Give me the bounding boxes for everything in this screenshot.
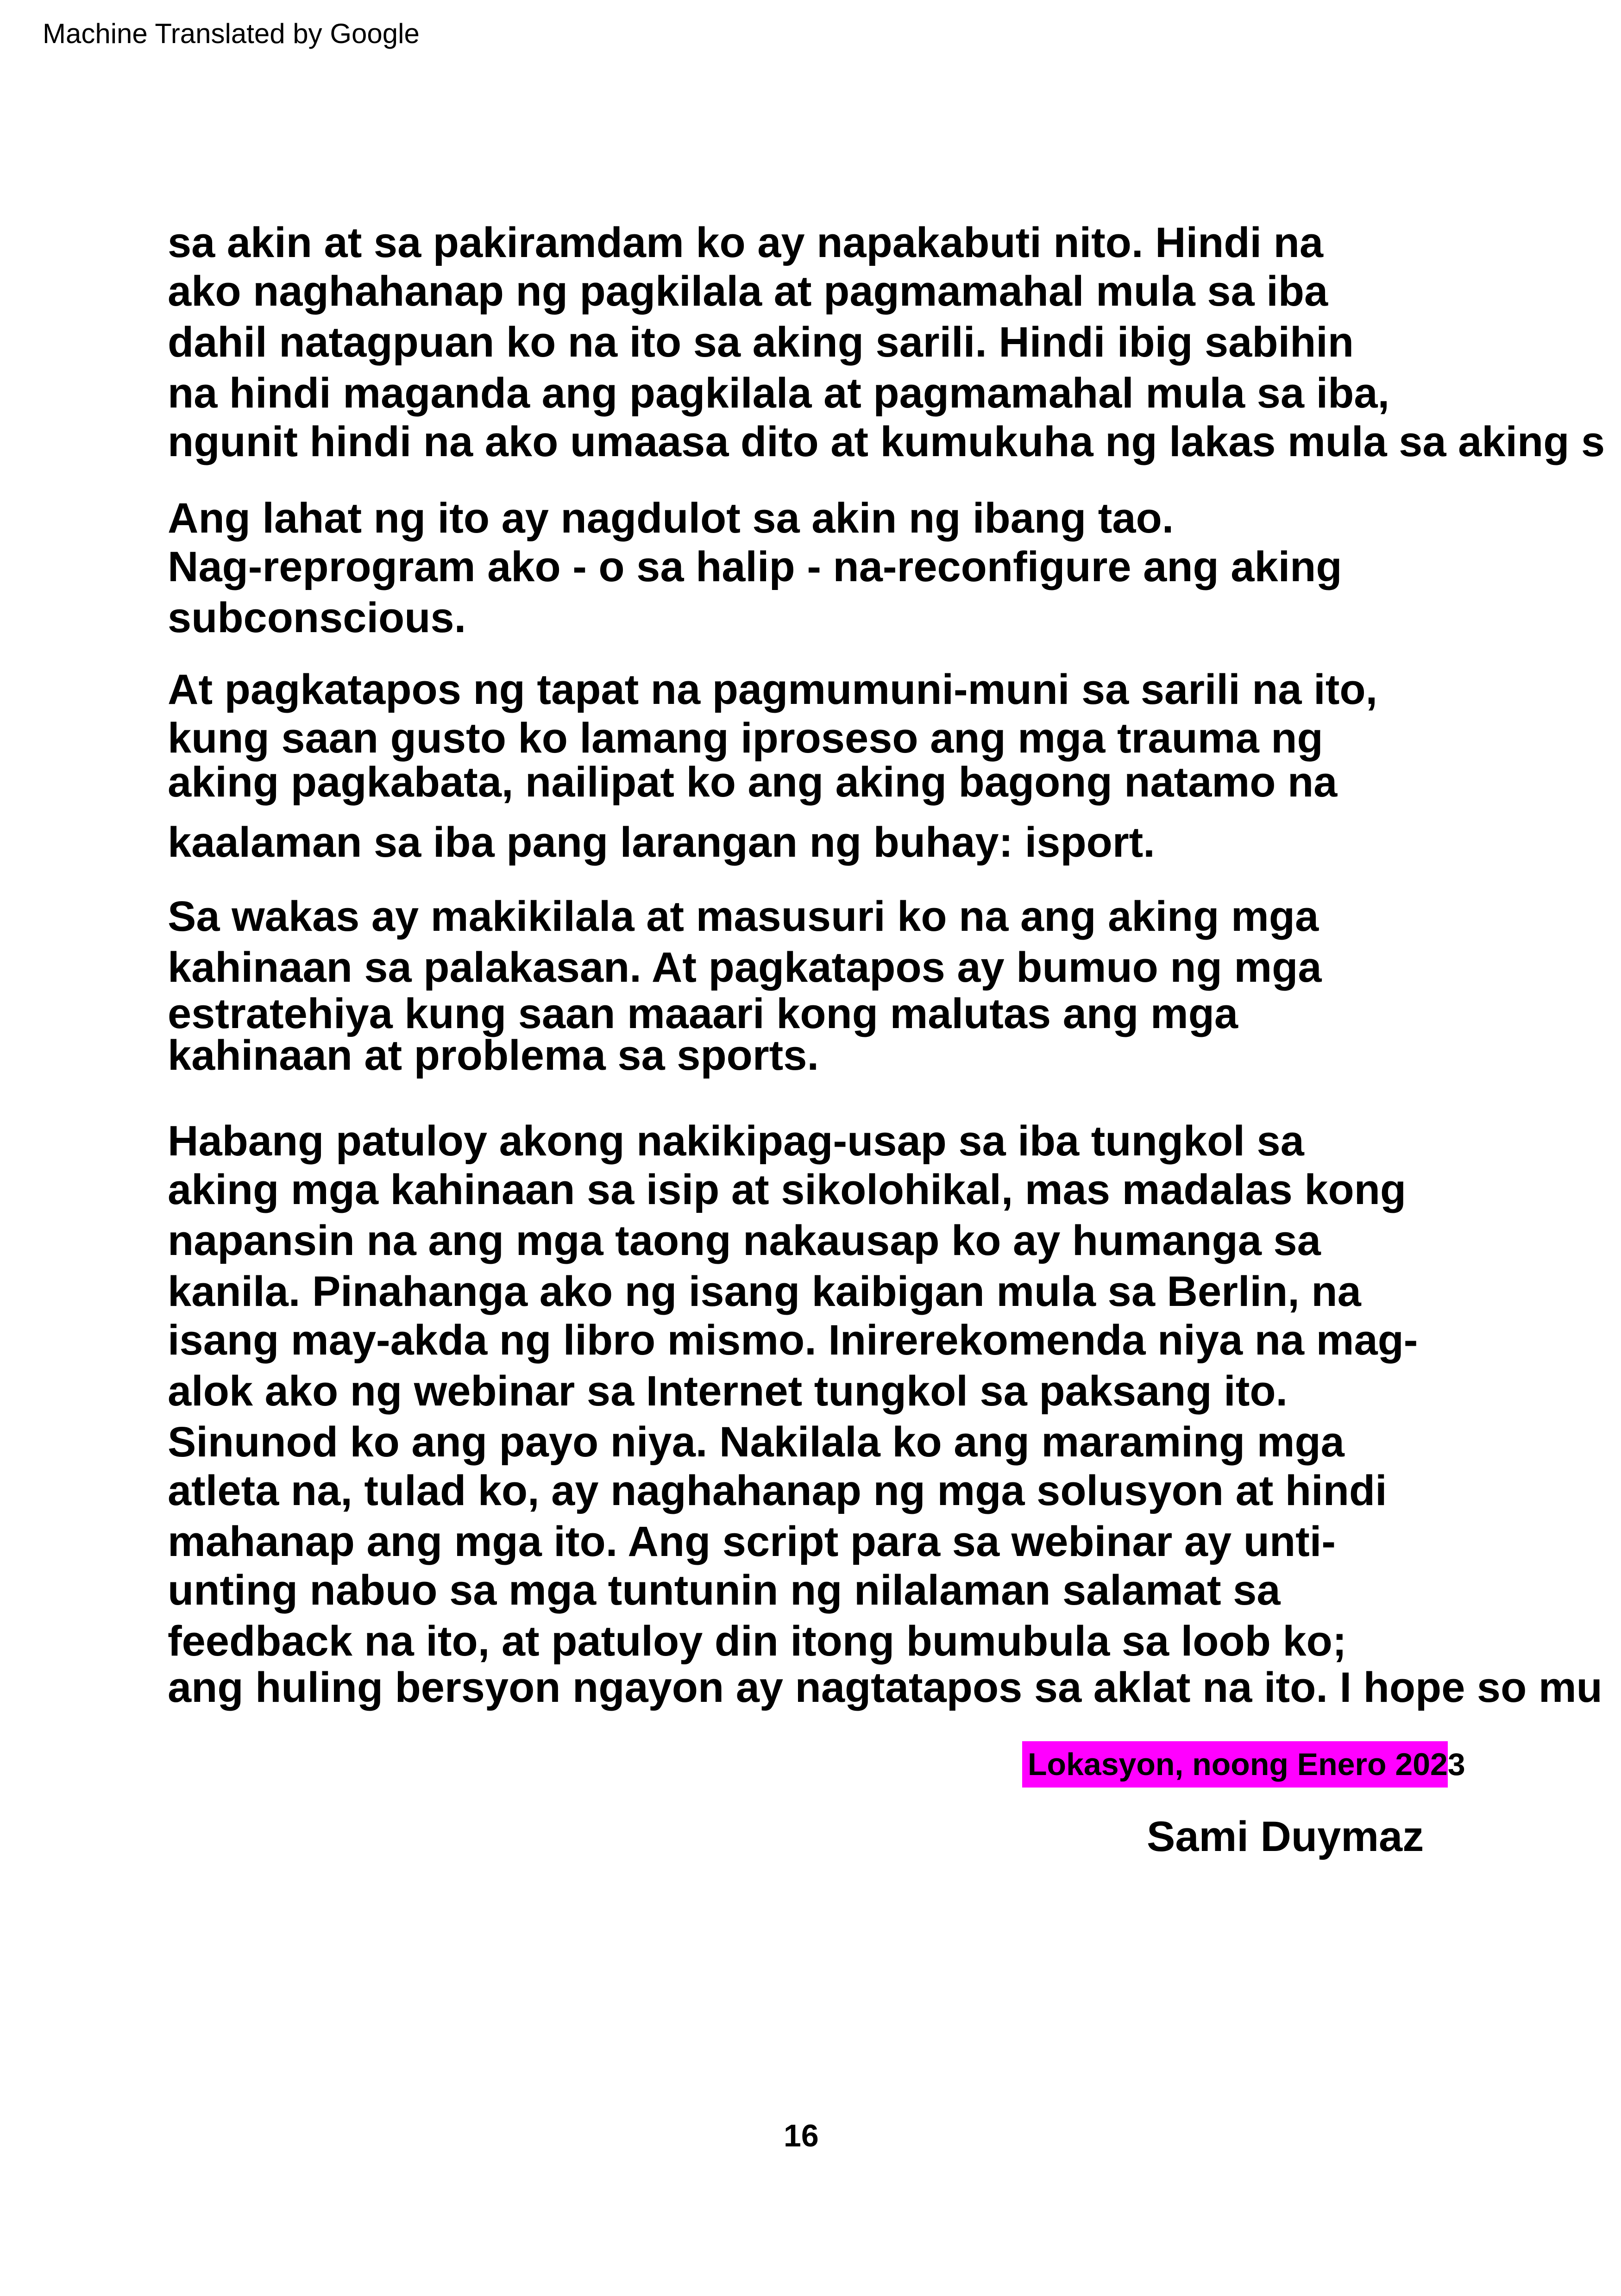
page-number: 16 <box>784 2118 819 2153</box>
signature-location <box>1022 1741 1465 1788</box>
paragraph-5-line-6: alok ako ng webinar sa Internet tungkol sa paksang ito. <box>168 1368 1288 1415</box>
paragraph-2-line-1: Ang lahat ng ito ay nagdulot sa akin ng ibang tao. <box>168 495 1174 542</box>
paragraph-4-line-1: Sa wakas ay makikilala at masusuri ko na ang aking mga <box>168 893 1319 940</box>
paragraph-5-line-1: Habang patuloy akong nakikipag-usap sa iba tungkol sa <box>168 1117 1304 1165</box>
machine-translation-note: Machine Translated by Google <box>43 18 420 49</box>
paragraph-1-line-3: dahil natagpuan ko na ito sa aking sarili. Hindi ibig sabihin <box>168 319 1354 366</box>
paragraph-5-line-9: mahanap ang mga ito. Ang script para sa webinar ay unti- <box>168 1518 1336 1565</box>
paragraph-4-line-2: kahinaan sa palakasan. At pagkatapos ay bumuo ng mga <box>168 944 1322 991</box>
paragraph-4-line-3: estratehiya kung saan maaari kong malutas ang mga <box>168 990 1238 1037</box>
paragraph-3-line-2: kung saan gusto ko lamang iproseso ang mga trauma ng <box>168 715 1323 762</box>
location-rest: 3 <box>1447 1747 1465 1782</box>
paragraph-4-line-4: kahinaan at problema sa sports. <box>168 1032 819 1079</box>
paragraph-5-line-3: napansin na ang mga taong nakausap ko ay humanga sa <box>168 1217 1321 1264</box>
paragraph-5-line-7: Sinunod ko ang payo niya. Nakilala ko ang maraming mga <box>168 1418 1345 1466</box>
paragraph-5-line-2: aking mga kahinaan sa isip at sikolohikal, mas madalas kong <box>168 1166 1407 1213</box>
paragraph-5-line-8: atleta na, tulad ko, ay naghahanap ng mga solusyon at hindi <box>168 1467 1387 1514</box>
paragraph-5-line-4: kanila. Pinahanga ako ng isang kaibigan mula sa Berlin, na <box>168 1268 1361 1315</box>
paragraph-2-line-2: Nag-reprogram ako - o sa halip - na-reconfigure ang aking <box>168 543 1342 590</box>
paragraph-1-line-2: ako naghahanap ng pagkilala at pagmamahal mula sa iba <box>168 268 1328 315</box>
paragraph-5-line-10: unting nabuo sa mga tuntunin ng nilalaman salamat sa <box>168 1567 1281 1614</box>
paragraph-3-line-1: At pagkatapos ng tapat na pagmumuni-muni sa sarili na ito, <box>168 666 1378 713</box>
paragraph-1-line-1: sa akin at sa pakiramdam ko ay napakabuti nito. Hindi na <box>168 219 1324 266</box>
paragraph-1-line-5: ngunit hindi na ako umaasa dito at kumukuha ng lakas mula sa aking s <box>168 418 1605 465</box>
location-highlight: Lokasyon, noong Enero 202 <box>1022 1741 1448 1788</box>
paragraph-5-line-11: feedback na ito, at patuloy din itong bumubula sa loob ko; <box>168 1618 1347 1665</box>
paragraph-1-line-4: na hindi maganda ang pagkilala at pagmamahal mula sa iba, <box>168 370 1390 417</box>
paragraph-5-line-5: isang may-akda ng libro mismo. Inirerekomenda niya na mag- <box>168 1317 1418 1364</box>
paragraph-2-line-3: subconscious. <box>168 594 466 641</box>
author-name: Sami Duymaz <box>1147 1813 1424 1860</box>
paragraph-3-line-3: aking pagkabata, nailipat ko ang aking bagong natamo na <box>168 759 1338 806</box>
paragraph-5-line-12: ang huling bersyon ngayon ay nagtatapos sa aklat na ito. I hope so mu <box>168 1664 1602 1711</box>
paragraph-3-line-4: kaalaman sa iba pang larangan ng buhay: isport. <box>168 819 1155 866</box>
